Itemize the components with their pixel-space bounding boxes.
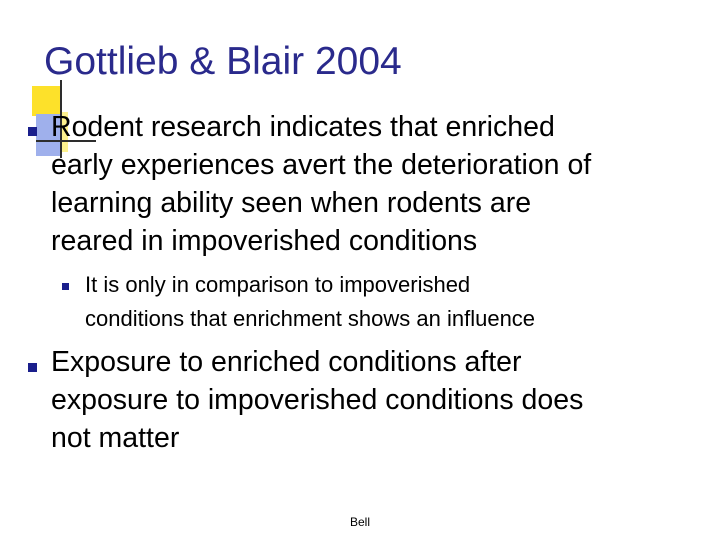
bullet-1-line-2: early experiences avert the deterioration of	[51, 149, 592, 181]
bullet-1-line-3: learning ability seen when rodents are	[51, 187, 532, 219]
sub-bullet-line-1: It is only in comparison to impoverished	[85, 272, 471, 297]
bullet-2-line-3: not matter	[51, 422, 180, 454]
bullet-2-line-2: exposure to impoverished conditions does	[51, 384, 584, 416]
slide-title: Gottlieb & Blair 2004	[44, 40, 402, 83]
sub-bullet-line-2: conditions that enrichment shows an influence	[85, 306, 536, 331]
bullet-marker	[28, 363, 37, 372]
bullet-2-line-1: Exposure to enriched conditions after	[51, 346, 522, 378]
bullet-1-line-1: Rodent research indicates that enriched	[51, 111, 555, 143]
bullet-marker	[28, 127, 37, 136]
bullet-1-line-4: reared in impoverished conditions	[51, 225, 478, 257]
slide-footer: Bell	[349, 515, 370, 529]
sub-bullet-marker	[62, 283, 69, 290]
